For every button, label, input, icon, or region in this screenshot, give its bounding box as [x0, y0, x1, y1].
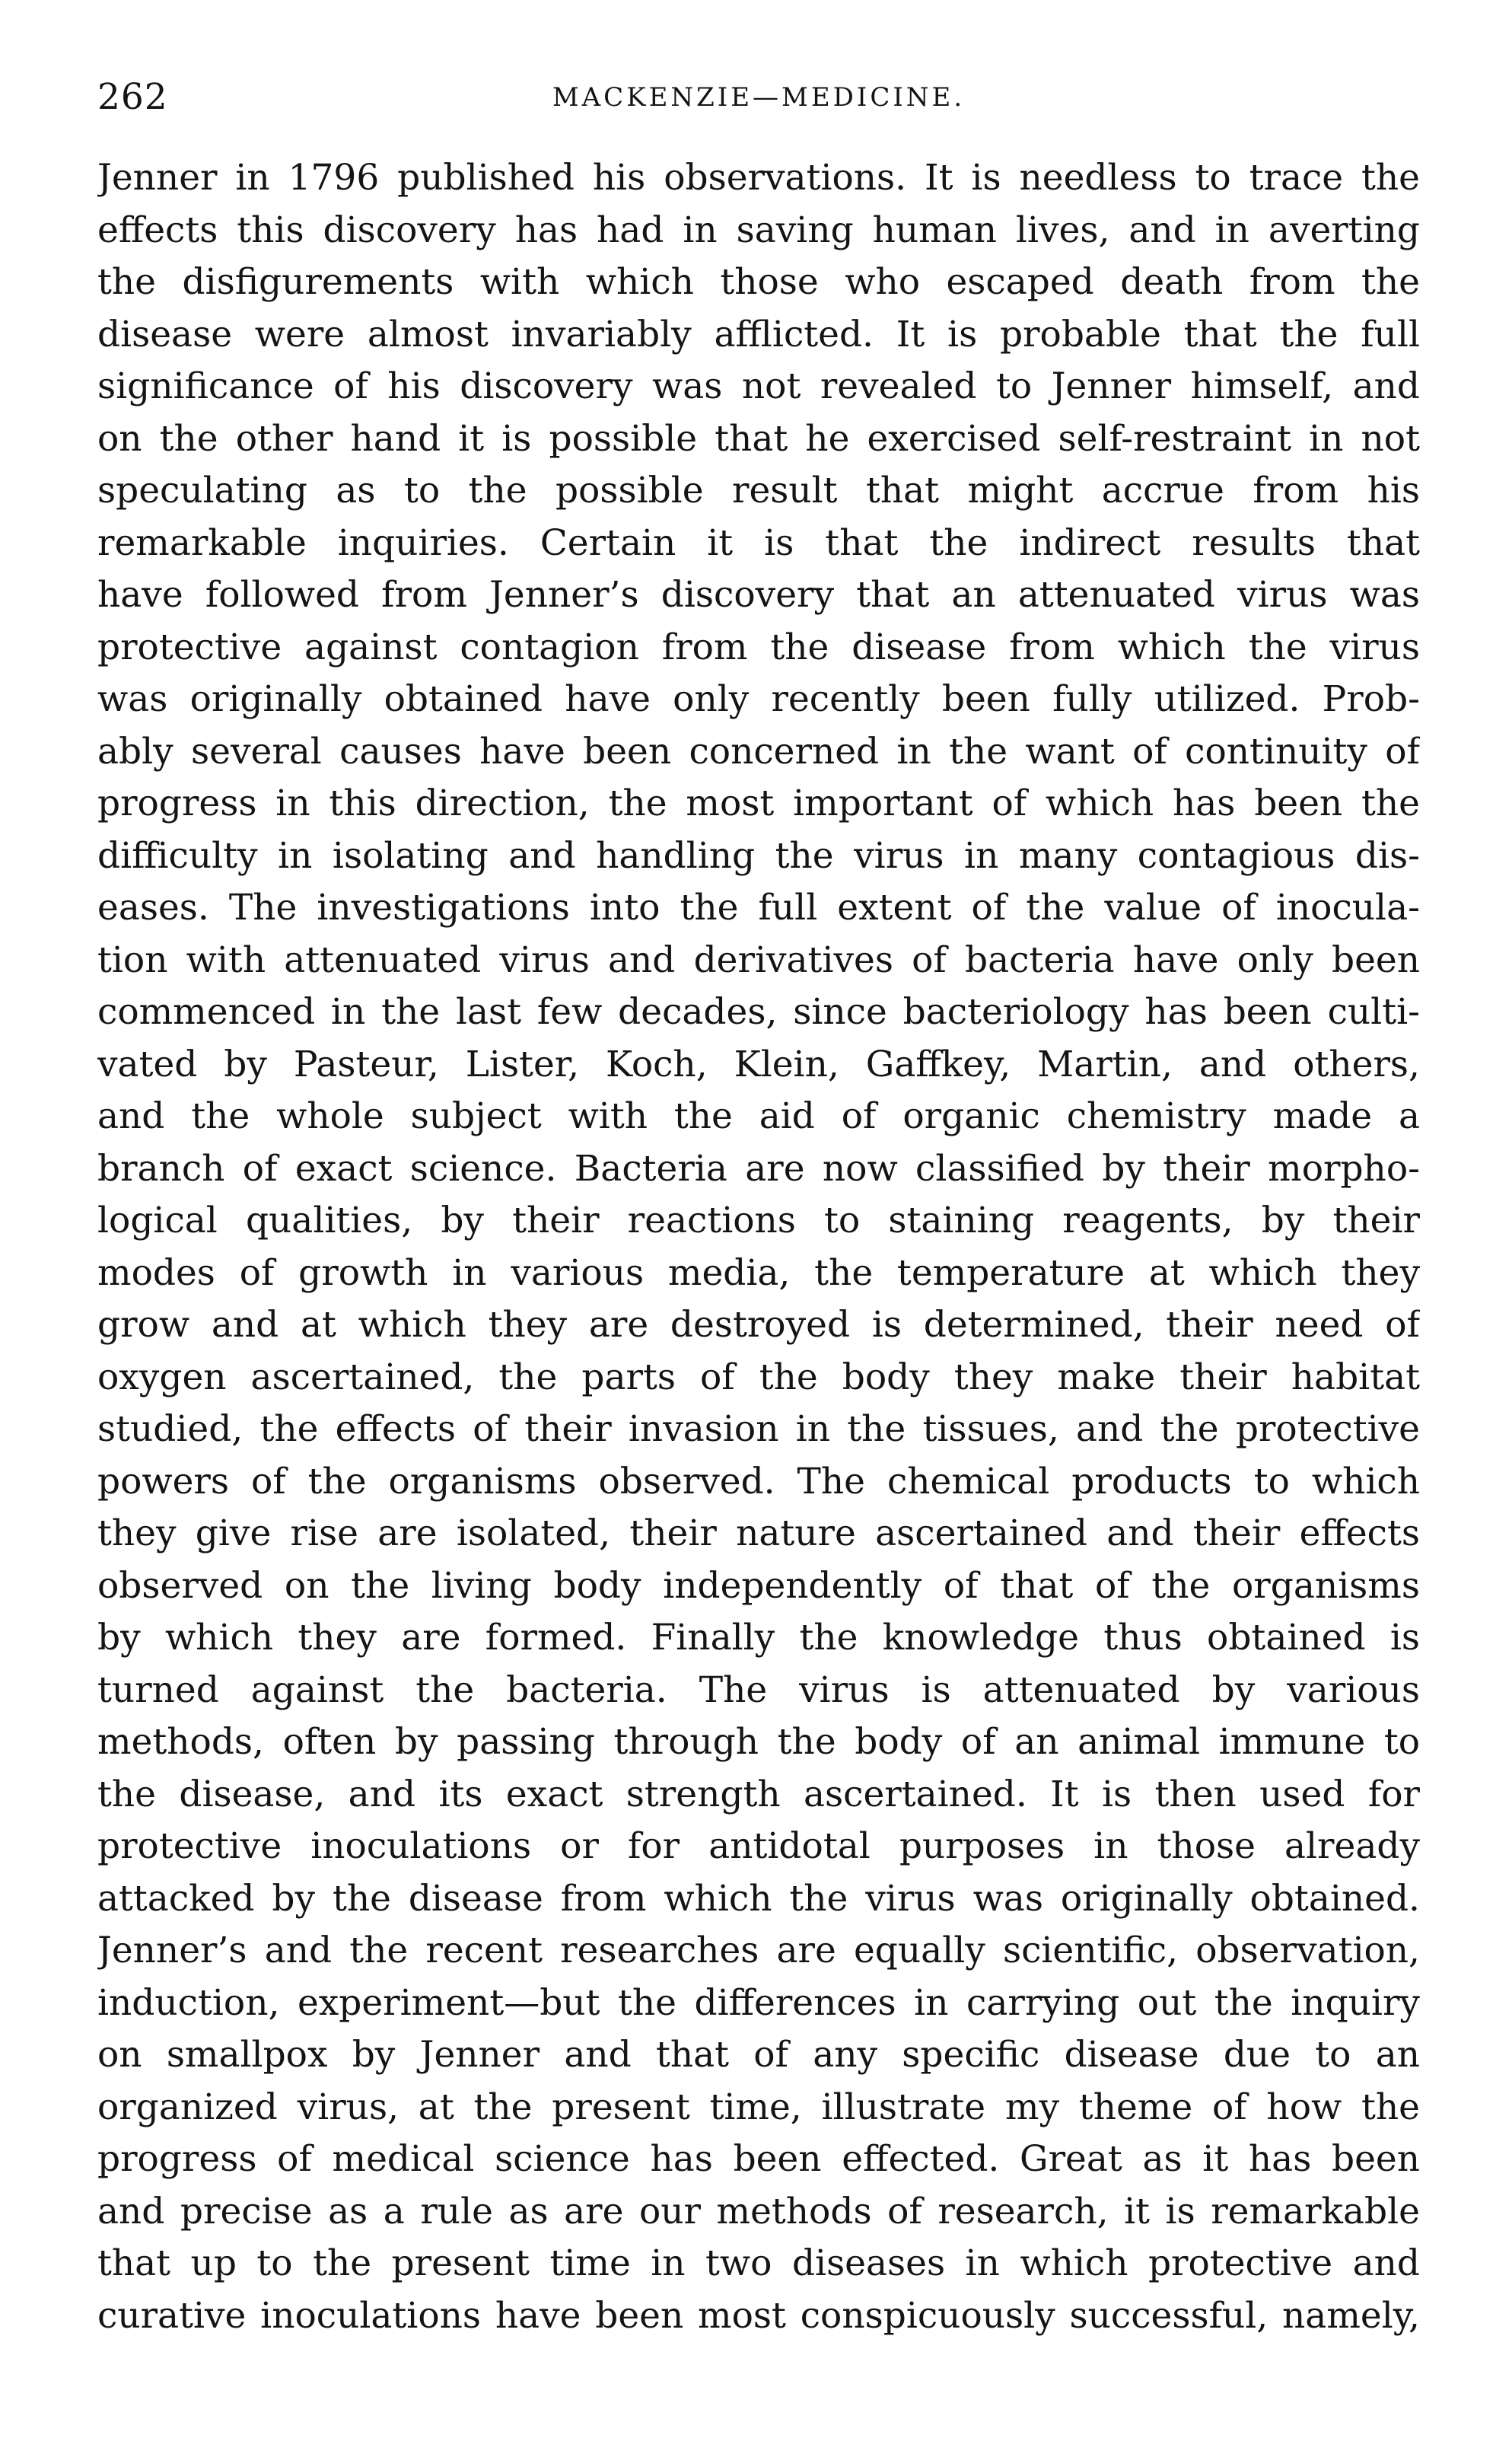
- text-line: effects this discovery has had in saving human lives, and in averting: [97, 209, 1420, 251]
- page-number: 262: [97, 76, 168, 118]
- text-line: and precise as a rule as are our methods of research, it is remarkable: [97, 2190, 1420, 2232]
- text-line: tion with attenuated virus and derivatives of bacteria have only been: [97, 939, 1420, 981]
- body-text: [97, 152, 1420, 2342]
- text-line: the disfigurements with which those who escaped death from the: [97, 261, 1420, 303]
- text-line: grow and at which they are destroyed is determined, their need of: [97, 1304, 1420, 1346]
- page-header: [97, 75, 1420, 120]
- text-line: progress in this direction, the most important of which has been the: [97, 782, 1420, 824]
- text-line: attacked by the disease from which the virus was originally obtained.: [97, 1877, 1420, 1920]
- text-line: they give rise are isolated, their nature ascertained and their effects: [97, 1512, 1420, 1554]
- text-line: speculating as to the possible result that might accrue from his: [97, 470, 1420, 511]
- text-line: eases. The investigations into the full extent of the value of inocula-: [97, 887, 1420, 929]
- text-line: on smallpox by Jenner and that of any specific disease due to an: [97, 2034, 1420, 2076]
- text-line: that up to the present time in two diseases in which protective and: [97, 2242, 1420, 2284]
- text-line: Jenner in 1796 published his observations. It is needless to trace the: [97, 157, 1420, 199]
- running-head: MACKENZIE—MEDICINE.: [552, 82, 966, 113]
- text-line: branch of exact science. Bacteria are now classified by their morpho-: [97, 1147, 1420, 1190]
- text-line: and the whole subject with the aid of organic chemistry made a: [97, 1095, 1420, 1137]
- text-line: significance of his discovery was not revealed to Jenner himself, and: [97, 365, 1420, 407]
- text-line: protective inoculations or for antidotal purposes in those already: [97, 1825, 1420, 1867]
- text-line: disease were almost invariably afflicted. It is probable that the full: [97, 313, 1420, 355]
- text-line: vated by Pasteur, Lister, Koch, Klein, Gaffkey, Martin, and others,: [97, 1043, 1420, 1085]
- text-line: remarkable inquiries. Certain it is that the indirect results that: [97, 521, 1420, 564]
- text-line: ably several causes have been concerned in the want of continuity of: [97, 730, 1420, 773]
- text-line: modes of growth in various media, the temperature at which they: [97, 1251, 1420, 1294]
- text-line: curative inoculations have been most conspicuously successful, namely,: [97, 2294, 1420, 2337]
- text-line: turned against the bacteria. The virus is attenuated by various: [97, 1668, 1420, 1711]
- text-line: difficulty in isolating and handling the virus in many contagious dis-: [97, 834, 1420, 877]
- text-line: studied, the effects of their invasion in the tissues, and the protective: [97, 1408, 1420, 1450]
- text-line: protective against contagion from the disease from which the virus: [97, 626, 1420, 668]
- text-line: organized virus, at the present time, illustrate my theme of how the: [97, 2086, 1420, 2128]
- text-line: on the other hand it is possible that he exercised self-restraint in not: [97, 417, 1420, 460]
- text-line: was originally obtained have only recently been fully utilized. Prob-: [97, 678, 1420, 720]
- text-line: the disease, and its exact strength ascertained. It is then used for: [97, 1773, 1420, 1815]
- text-line: have followed from Jenner’s discovery that an attenuated virus was: [97, 574, 1420, 616]
- text-line: methods, often by passing through the body of an animal immune to: [97, 1721, 1420, 1763]
- text-line: logical qualities, by their reactions to staining reagents, by their: [97, 1200, 1420, 1241]
- text-line: progress of medical science has been effected. Great as it has been: [97, 2138, 1420, 2180]
- text-line: by which they are formed. Finally the knowledge thus obtained is: [97, 1617, 1420, 1659]
- text-line: powers of the organisms observed. The chemical products to which: [97, 1460, 1420, 1503]
- text-line: oxygen ascertained, the parts of the body they make their habitat: [97, 1356, 1420, 1398]
- text-line: observed on the living body independently of that of the organisms: [97, 1564, 1420, 1607]
- text-line: commenced in the last few decades, since bacteriology has been culti-: [97, 991, 1420, 1033]
- text-line: induction, experiment—but the differences in carrying out the inquiry: [97, 1981, 1420, 2024]
- text-line: Jenner’s and the recent researches are equally scientific, observation,: [97, 1930, 1420, 1971]
